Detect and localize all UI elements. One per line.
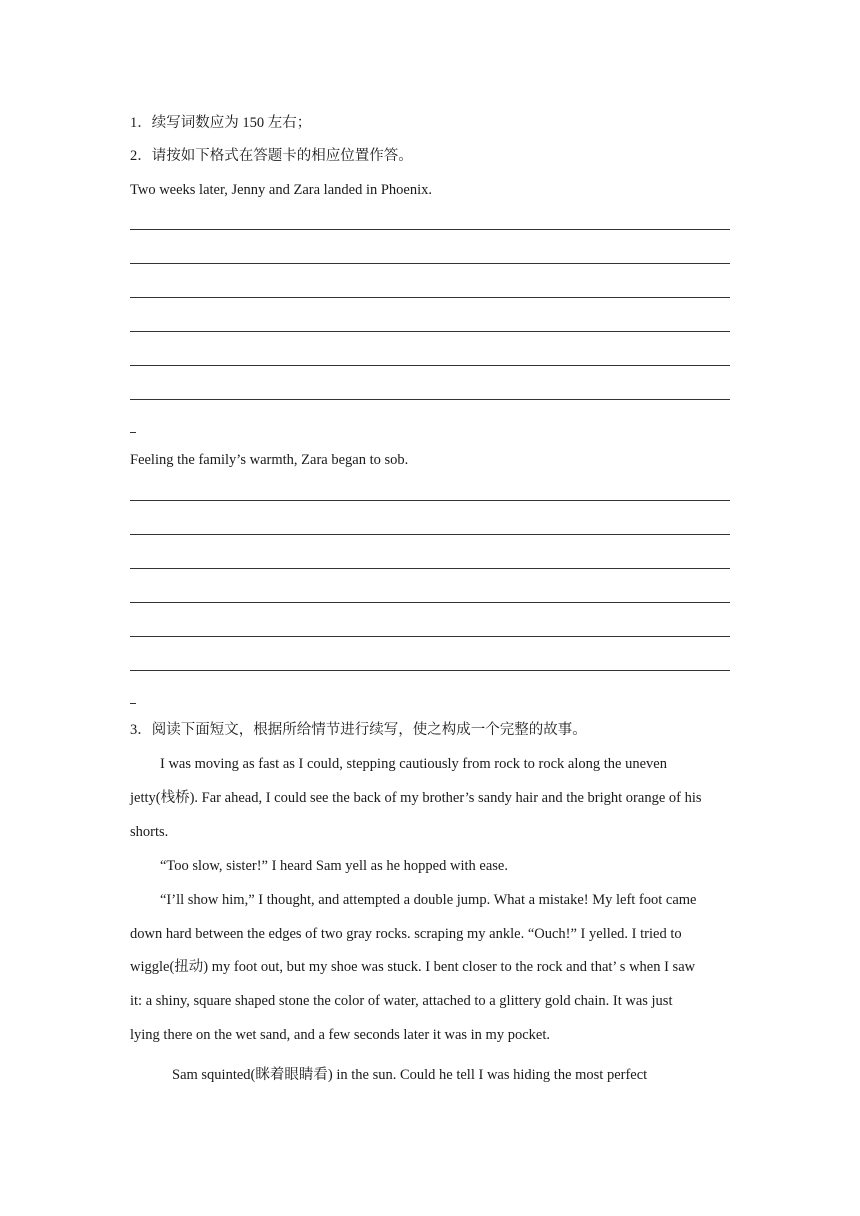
instruction-word-count: 1．续写词数应为 150 左右；: [130, 115, 312, 131]
answer-line[interactable]: [130, 263, 730, 264]
answer-line[interactable]: [130, 297, 730, 298]
answer-line[interactable]: [130, 636, 730, 637]
answer-line[interactable]: [130, 602, 730, 603]
question3-heading: 3．阅读下面短文，根据所给情节进行续写，使之构成一个完整的故事。: [130, 722, 587, 738]
instruction-format: 2．请按如下格式在答题卡的相应位置作答。: [130, 148, 413, 164]
answer-line[interactable]: [130, 331, 730, 332]
passage-line: lying there on the wet sand, and a few seconds later it was in my pocket.: [130, 1027, 550, 1043]
answer-line[interactable]: [130, 365, 730, 366]
passage-line: jetty(栈桥). Far ahead, I could see the back of my brother’s sandy hair and the bright orange of his: [130, 790, 702, 806]
passage-line: down hard between the edges of two gray rocks. scraping my ankle. “Ouch!” I yelled. I tried to: [130, 926, 682, 942]
passage-line: it: a shiny, square shaped stone the color of water, attached to a glittery gold chain. It was just: [130, 993, 673, 1009]
answer-line[interactable]: [130, 534, 730, 535]
answer-line[interactable]: [130, 568, 730, 569]
section2-opening-sentence: Feeling the family’s warmth, Zara began to sob.: [130, 452, 409, 468]
answer-line-tail: [130, 432, 136, 433]
passage-line: “Too slow, sister!” I heard Sam yell as he hopped with ease.: [160, 858, 508, 874]
passage-line: Sam squinted(眯着眼睛看) in the sun. Could he tell I was hiding the most perfect: [172, 1067, 648, 1083]
passage-line: wiggle(扭动) my foot out, but my shoe was stuck. I bent closer to the rock and that’ s when I saw: [130, 959, 696, 975]
passage-line: shorts.: [130, 824, 169, 840]
section1-opening-sentence: Two weeks later, Jenny and Zara landed in Phoenix.: [130, 182, 433, 198]
passage-line: I was moving as fast as I could, stepping cautiously from rock to rock along the uneven: [160, 756, 667, 772]
answer-line[interactable]: [130, 229, 730, 230]
passage-line: “I’ll show him,” I thought, and attempted a double jump. What a mistake! My left foot came: [160, 892, 697, 908]
answer-line[interactable]: [130, 500, 730, 501]
answer-line-tail: [130, 703, 136, 704]
answer-line[interactable]: [130, 399, 730, 400]
answer-line[interactable]: [130, 670, 730, 671]
